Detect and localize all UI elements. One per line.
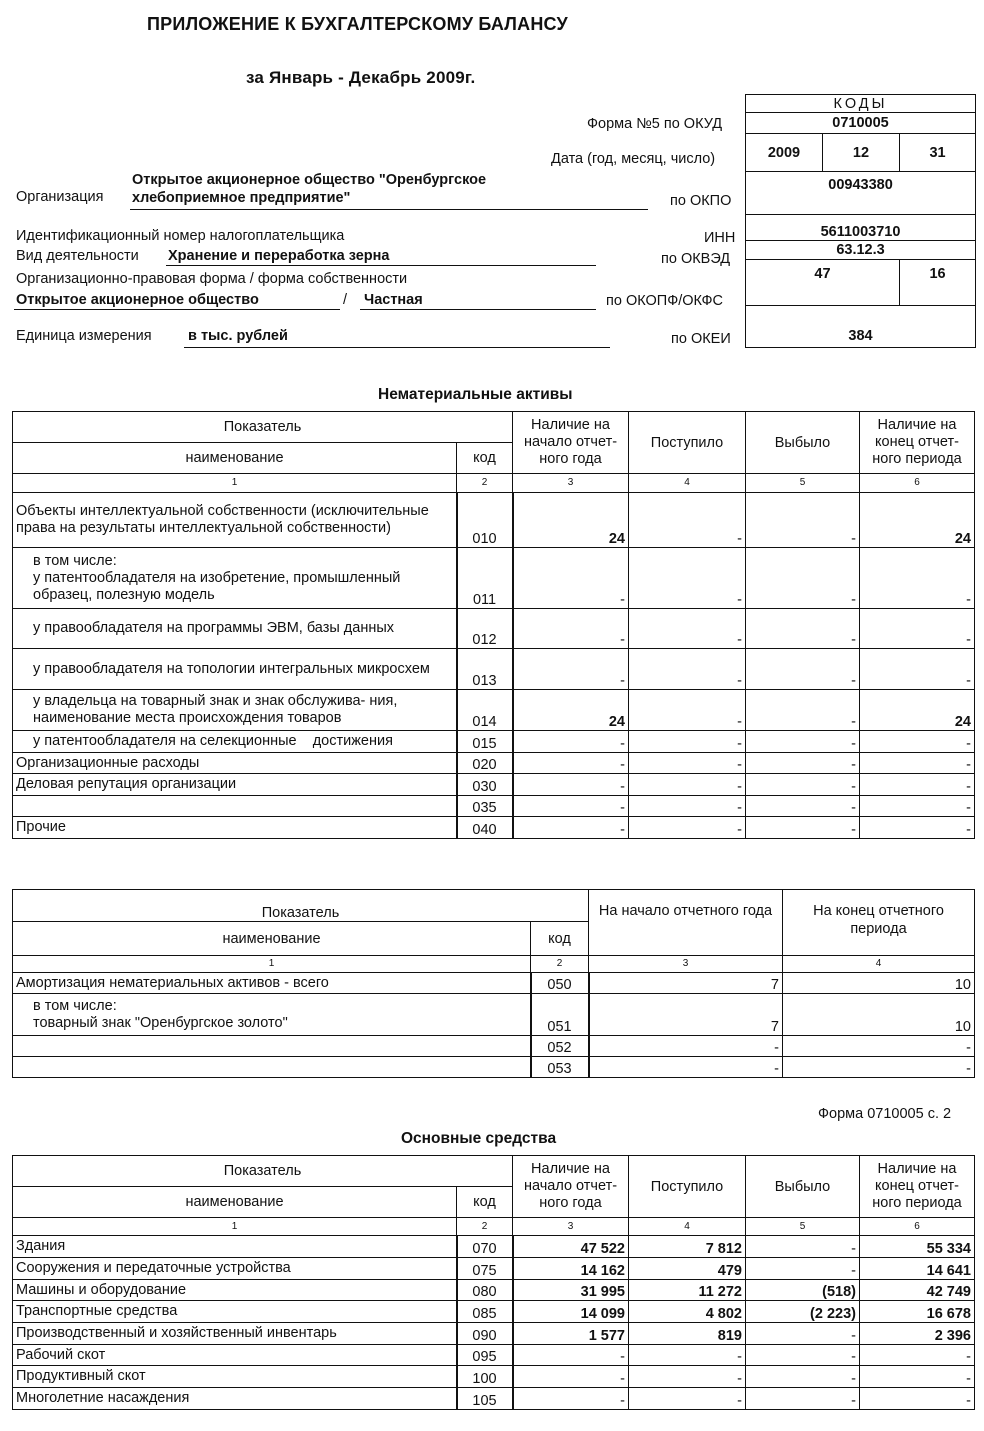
row-code: 040 xyxy=(457,817,513,839)
col-number: 3 xyxy=(513,474,629,493)
row-value-begin: - xyxy=(513,1388,629,1410)
row-value-in: - xyxy=(629,1366,746,1388)
okud-code: 0710005 xyxy=(746,113,976,134)
row-value-out: - xyxy=(746,817,860,839)
row-code: 030 xyxy=(457,774,513,796)
unit-label: Единица измерения xyxy=(16,328,152,344)
row-value-begin: 7 xyxy=(589,973,783,994)
row-value-begin: - xyxy=(513,1366,629,1388)
col-number: 6 xyxy=(860,474,975,493)
row-value-begin: 7 xyxy=(589,994,783,1036)
row-code: 053 xyxy=(531,1057,589,1078)
row-value-begin: 1 577 xyxy=(513,1323,629,1345)
row-value-out: - xyxy=(746,609,860,649)
col-number: 1 xyxy=(13,1218,457,1236)
okpo-label: по ОКПО xyxy=(670,193,732,209)
date-month: 12 xyxy=(823,134,900,172)
amortization-table xyxy=(12,889,975,1078)
okei-label: по ОКЕИ xyxy=(671,331,731,347)
okpo-code: 00943380 xyxy=(746,172,976,215)
row-value-out: - xyxy=(746,548,860,609)
org-underline xyxy=(130,209,648,210)
row-value-begin: 24 xyxy=(513,690,629,731)
amort-header-name: наименование xyxy=(13,922,531,956)
fixed-assets-table xyxy=(12,1155,975,1410)
row-name: в том числе: товарный знак "Оренбургское золото" xyxy=(13,994,531,1036)
row-value-end: - xyxy=(783,1036,975,1057)
row-name: Деловая репутация организации xyxy=(13,774,457,796)
row-value-in: - xyxy=(629,1345,746,1366)
row-name: у патентообладателя на селекционные достижения xyxy=(13,731,457,753)
intangible-header-out: Выбыло xyxy=(746,412,860,474)
col-number: 6 xyxy=(860,1218,975,1236)
row-value-end: - xyxy=(783,1057,975,1078)
col-number: 2 xyxy=(531,956,589,973)
row-value-end: 2 396 xyxy=(860,1323,975,1345)
row-value-end: 10 xyxy=(783,994,975,1036)
table-row xyxy=(13,548,975,609)
intangible-header-end: Наличие на конец отчет- ного периода xyxy=(860,412,975,474)
row-code: 070 xyxy=(457,1236,513,1258)
table-row xyxy=(13,1036,975,1057)
row-name: Здания xyxy=(13,1236,457,1258)
row-name: Машины и оборудование xyxy=(13,1280,457,1301)
activity-underline xyxy=(166,265,596,266)
row-name: у правообладателя на программы ЭВМ, базы данных xyxy=(13,609,457,649)
row-value-end: - xyxy=(860,796,975,817)
table-row xyxy=(13,649,975,690)
row-value-in: 479 xyxy=(629,1258,746,1280)
row-value-end: - xyxy=(860,731,975,753)
row-value-in: - xyxy=(629,649,746,690)
intangible-header-code: код xyxy=(457,443,513,474)
fa-header-in: Поступило xyxy=(629,1156,746,1218)
row-name xyxy=(13,1036,531,1057)
row-value-begin: - xyxy=(589,1036,783,1057)
fa-header-name: наименование xyxy=(13,1187,457,1218)
row-value-out: (518) xyxy=(746,1280,860,1301)
date-year: 2009 xyxy=(746,134,823,172)
row-name: Продуктивный скот xyxy=(13,1366,457,1388)
row-value-end: 24 xyxy=(860,690,975,731)
row-value-begin: - xyxy=(513,731,629,753)
report-period: за Январь - Декабрь 2009г. xyxy=(246,68,476,87)
unit-value: в тыс. рублей xyxy=(188,328,288,344)
row-value-in: 819 xyxy=(629,1323,746,1345)
row-name: у правообладателя на топологии интегральных микросхем xyxy=(13,649,457,690)
row-name: Рабочий скот xyxy=(13,1345,457,1366)
activity-value: Хранение и переработка зерна xyxy=(168,248,390,264)
row-value-out: - xyxy=(746,1258,860,1280)
row-code: 075 xyxy=(457,1258,513,1280)
unit-underline xyxy=(184,347,610,348)
date-label: Дата (год, месяц, число) xyxy=(551,151,716,167)
org-name-line1: Открытое акционерное общество "Оренбургское xyxy=(132,172,487,188)
row-value-in: - xyxy=(629,817,746,839)
row-code: 080 xyxy=(457,1280,513,1301)
table-row xyxy=(13,994,975,1036)
row-value-begin: 14 162 xyxy=(513,1258,629,1280)
table-row xyxy=(13,1280,975,1301)
table-row xyxy=(13,774,975,796)
row-code: 010 xyxy=(457,493,513,548)
row-code: 011 xyxy=(457,548,513,609)
amort-header-begin: На начало отчетного года xyxy=(589,890,783,956)
row-value-begin: - xyxy=(513,796,629,817)
row-value-begin: 47 522 xyxy=(513,1236,629,1258)
table-row xyxy=(13,1345,975,1366)
row-value-out: - xyxy=(746,753,860,774)
row-value-in: - xyxy=(629,774,746,796)
row-value-in: 7 812 xyxy=(629,1236,746,1258)
row-name: в том числе: у патентообладателя на изобретение, промышленный образец, полезную модель xyxy=(13,548,457,609)
row-name: Прочие xyxy=(13,817,457,839)
row-value-out: - xyxy=(746,493,860,548)
row-code: 020 xyxy=(457,753,513,774)
okopf-code: 47 xyxy=(746,260,900,306)
row-value-end: - xyxy=(860,1388,975,1410)
row-value-begin: - xyxy=(513,548,629,609)
row-code: 105 xyxy=(457,1388,513,1410)
intangible-header-name: наименование xyxy=(13,443,457,474)
row-value-in: - xyxy=(629,690,746,731)
activity-label: Вид деятельности xyxy=(16,248,139,264)
okei-code: 384 xyxy=(746,306,976,348)
table-row xyxy=(13,1258,975,1280)
legal-form-slash: / xyxy=(343,292,348,308)
row-name: у владельца на товарный знак и знак обслужива- ния, наименование места происхождения товаров xyxy=(13,690,457,731)
row-value-begin: - xyxy=(589,1057,783,1078)
intangible-header-indicator: Показатель xyxy=(13,412,513,443)
amort-header-end: На конец отчетного периода xyxy=(783,890,975,956)
row-value-in: - xyxy=(629,548,746,609)
row-value-begin: - xyxy=(513,774,629,796)
row-value-out: - xyxy=(746,649,860,690)
row-code: 052 xyxy=(531,1036,589,1057)
col-number: 4 xyxy=(629,474,746,493)
table-row xyxy=(13,817,975,839)
col-number: 3 xyxy=(513,1218,629,1236)
row-value-in: 4 802 xyxy=(629,1301,746,1323)
codes-table xyxy=(745,94,976,348)
fixed-assets-title: Основные средства xyxy=(401,1130,557,1147)
org-name-line2: хлебоприемное предприятие" xyxy=(132,190,351,206)
row-code: 090 xyxy=(457,1323,513,1345)
row-value-begin: - xyxy=(513,753,629,774)
row-value-in: - xyxy=(629,753,746,774)
row-code: 015 xyxy=(457,731,513,753)
table-row xyxy=(13,1301,975,1323)
row-code: 013 xyxy=(457,649,513,690)
intangible-title: Нематериальные активы xyxy=(378,386,573,403)
fa-header-indicator: Показатель xyxy=(13,1156,513,1187)
table-row xyxy=(13,1057,975,1078)
table-row xyxy=(13,1236,975,1258)
row-value-out: - xyxy=(746,731,860,753)
col-number: 5 xyxy=(746,1218,860,1236)
col-number: 2 xyxy=(457,1218,513,1236)
row-value-begin: 14 099 xyxy=(513,1301,629,1323)
row-code: 035 xyxy=(457,796,513,817)
col-number: 4 xyxy=(629,1218,746,1236)
intangible-header-begin: Наличие на начало отчет- ного года xyxy=(513,412,629,474)
row-value-end: 42 749 xyxy=(860,1280,975,1301)
row-name xyxy=(13,1057,531,1078)
table-row xyxy=(13,753,975,774)
okfs-code: 16 xyxy=(900,260,976,306)
org-label: Организация xyxy=(16,189,104,205)
row-value-end: - xyxy=(860,548,975,609)
okved-code: 63.12.3 xyxy=(746,241,976,260)
row-name: Многолетние насаждения xyxy=(13,1388,457,1410)
table-row xyxy=(13,609,975,649)
row-name xyxy=(13,796,457,817)
col-number: 1 xyxy=(13,956,531,973)
table-row xyxy=(13,731,975,753)
fa-header-code: код xyxy=(457,1187,513,1218)
col-number: 3 xyxy=(589,956,783,973)
legal-form-underline xyxy=(14,309,340,310)
row-value-end: 14 641 xyxy=(860,1258,975,1280)
row-value-out: - xyxy=(746,1323,860,1345)
col-number: 1 xyxy=(13,474,457,493)
row-value-end: - xyxy=(860,649,975,690)
row-value-begin: 31 995 xyxy=(513,1280,629,1301)
row-name: Сооружения и передаточные устройства xyxy=(13,1258,457,1280)
inn-code: 5611003710 xyxy=(746,215,976,241)
row-value-begin: - xyxy=(513,817,629,839)
row-code: 085 xyxy=(457,1301,513,1323)
table-row xyxy=(13,493,975,548)
row-value-out: - xyxy=(746,796,860,817)
row-value-out: - xyxy=(746,1366,860,1388)
col-number: 4 xyxy=(783,956,975,973)
table-row xyxy=(13,973,975,994)
table-row xyxy=(13,690,975,731)
row-name: Производственный и хозяйственный инвентарь xyxy=(13,1323,457,1345)
fa-header-begin: Наличие на начало отчет- ного года xyxy=(513,1156,629,1218)
amort-header-code: код xyxy=(531,922,589,956)
codes-header: КОДЫ xyxy=(746,95,976,113)
row-value-end: 24 xyxy=(860,493,975,548)
row-value-in: - xyxy=(629,609,746,649)
ownership-underline xyxy=(360,309,596,310)
row-value-in: - xyxy=(629,1388,746,1410)
okved-label: по ОКВЭД xyxy=(661,251,731,267)
row-name: Амортизация нематериальных активов - всего xyxy=(13,973,531,994)
table-row xyxy=(13,1388,975,1410)
table-row xyxy=(13,796,975,817)
row-name: Организационные расходы xyxy=(13,753,457,774)
row-value-in: - xyxy=(629,493,746,548)
table-row xyxy=(13,1323,975,1345)
row-value-end: - xyxy=(860,1345,975,1366)
row-value-end: 55 334 xyxy=(860,1236,975,1258)
row-value-begin: - xyxy=(513,649,629,690)
row-value-out: - xyxy=(746,690,860,731)
row-code: 014 xyxy=(457,690,513,731)
row-value-out: - xyxy=(746,1236,860,1258)
form-page-label: Форма 0710005 с. 2 xyxy=(818,1106,952,1122)
row-value-end: - xyxy=(860,609,975,649)
row-value-begin: 24 xyxy=(513,493,629,548)
row-value-out: - xyxy=(746,774,860,796)
row-value-out: (2 223) xyxy=(746,1301,860,1323)
row-value-out: - xyxy=(746,1388,860,1410)
row-value-begin: - xyxy=(513,1345,629,1366)
fa-header-end: Наличие на конец отчет- ного периода xyxy=(860,1156,975,1218)
document-title: ПРИЛОЖЕНИЕ К БУХГАЛТЕРСКОМУ БАЛАНСУ xyxy=(147,14,568,34)
intangible-header-in: Поступило xyxy=(629,412,746,474)
row-name: Объекты интеллектуальной собственности (исключительные права на результаты интеллектуальной собственности) xyxy=(13,493,457,548)
col-number: 5 xyxy=(746,474,860,493)
row-value-end: 16 678 xyxy=(860,1301,975,1323)
row-value-in: - xyxy=(629,796,746,817)
row-value-end: - xyxy=(860,774,975,796)
row-code: 050 xyxy=(531,973,589,994)
table-row xyxy=(13,1366,975,1388)
intangible-table xyxy=(12,411,975,839)
row-value-in: - xyxy=(629,731,746,753)
row-value-out: - xyxy=(746,1345,860,1366)
row-value-in: 11 272 xyxy=(629,1280,746,1301)
row-code: 012 xyxy=(457,609,513,649)
row-code: 051 xyxy=(531,994,589,1036)
row-name: Транспортные средства xyxy=(13,1301,457,1323)
row-value-end: - xyxy=(860,817,975,839)
col-number: 2 xyxy=(457,474,513,493)
legal-form-title: Организационно-правовая форма / форма собственности xyxy=(16,271,408,287)
okud-label: Форма №5 по ОКУД xyxy=(587,116,723,132)
okopf-label: по ОКОПФ/ОКФС xyxy=(606,293,723,309)
inn-label: ИНН xyxy=(704,230,736,246)
row-value-end: - xyxy=(860,753,975,774)
date-day: 31 xyxy=(900,134,976,172)
amort-header-indicator: Показатель xyxy=(13,890,589,922)
legal-form-value: Открытое акционерное общество xyxy=(16,292,259,308)
row-value-end: - xyxy=(860,1366,975,1388)
fa-header-out: Выбыло xyxy=(746,1156,860,1218)
row-code: 095 xyxy=(457,1345,513,1366)
inn-title: Идентификационный номер налогоплательщика xyxy=(16,228,345,244)
row-value-end: 10 xyxy=(783,973,975,994)
row-value-begin: - xyxy=(513,609,629,649)
row-code: 100 xyxy=(457,1366,513,1388)
ownership-value: Частная xyxy=(364,292,423,308)
